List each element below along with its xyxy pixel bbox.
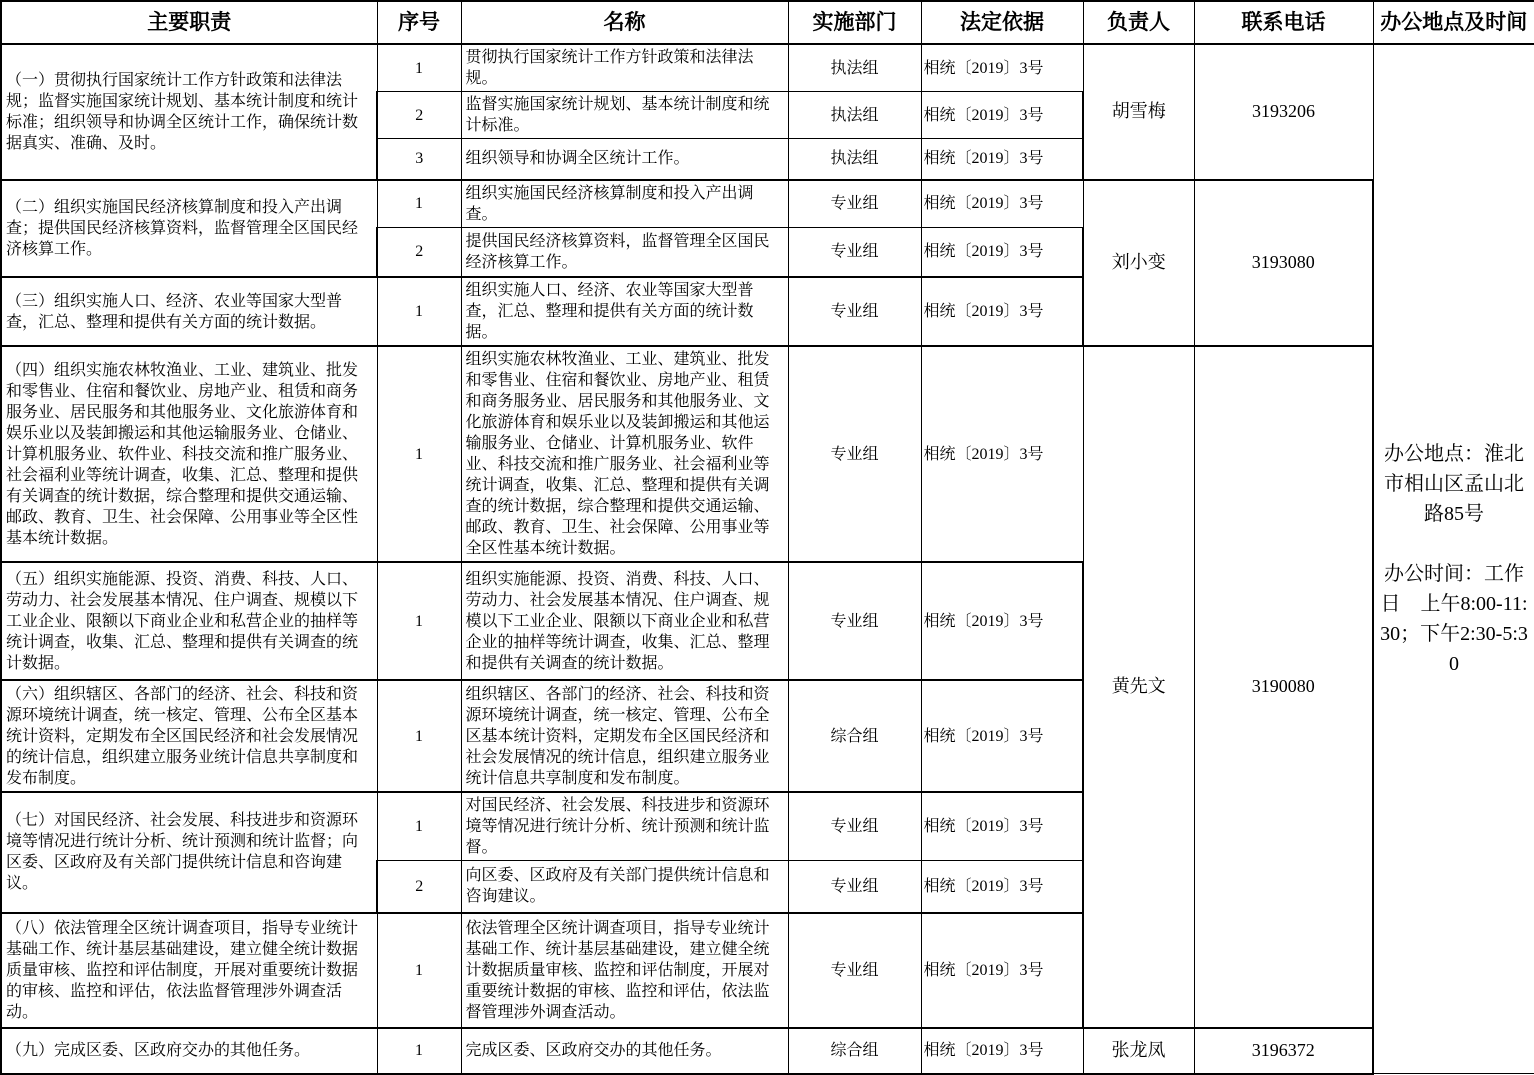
dept-cell: 综合组 (788, 1028, 921, 1074)
col-header-office: 办公地点及时间 (1373, 1, 1534, 44)
dept-cell: 专业组 (788, 792, 921, 861)
basis-cell: 相统〔2019〕3号 (921, 139, 1083, 180)
col-header-duty: 主要职责 (1, 1, 377, 44)
task-name-cell: 依法管理全区统计调查项目，指导专业统计基础工作、统计基层基础建设，建立健全统计数据质量审核、监控和评估制度，开展对重要统计数据的审核、监控和评估，依法监督管理涉外调查活动。 (461, 913, 788, 1028)
duty-cell: （八）依法管理全区统计调查项目，指导专业统计基础工作、统计基层基础建设，建立健全统计数据质量审核、监控和评估制度，开展对重要统计数据的审核、监控和评估，依法监督管理涉外调查活动。 (1, 913, 377, 1028)
seq-cell: 1 (377, 277, 461, 346)
person-cell: 刘小变 (1083, 180, 1194, 347)
basis-cell: 相统〔2019〕3号 (921, 913, 1083, 1028)
duty-cell: （一）贯彻执行国家统计工作方针政策和法律法规；监督实施国家统计规划、基本统计制度和统计标准；组织领导和协调全区统计工作，确保统计数据真实、准确、及时。 (1, 44, 377, 180)
col-header-person: 负责人 (1083, 1, 1194, 44)
seq-cell: 1 (377, 180, 461, 228)
office-hours: 办公时间：工作日 上午8:00-11:30；下午2:30-5:30 (1380, 563, 1528, 675)
duty-cell: （九）完成区委、区政府交办的其他任务。 (1, 1028, 377, 1074)
col-header-phone: 联系电话 (1194, 1, 1373, 44)
phone-cell: 3190080 (1194, 346, 1373, 1028)
task-name-cell: 组织实施农林牧渔业、工业、建筑业、批发和零售业、住宿和餐饮业、房地产业、租赁和商务服务业、居民服务和其他服务业、文化旅游体育和娱乐业以及装卸搬运和其他运输服务业、仓储业、计算机服务业、软件业、科技交流和推广服务业、社会福利业等统计调查，收集、汇总、整理和提供有关调查的统计数据，综合整理和提供交通运输、邮政、教育、卫生、社会保障、公用事业等全区性基本统计数据。 (461, 346, 788, 562)
basis-cell: 相统〔2019〕3号 (921, 792, 1083, 861)
seq-cell: 3 (377, 139, 461, 180)
dept-cell: 执法组 (788, 44, 921, 92)
seq-cell: 1 (377, 913, 461, 1028)
dept-cell: 专业组 (788, 913, 921, 1028)
dept-cell: 执法组 (788, 139, 921, 180)
person-cell: 胡雪梅 (1083, 44, 1194, 180)
duty-cell: （二）组织实施国民经济核算制度和投入产出调查；提供国民经济核算资料，监督管理全区国民经济核算工作。 (1, 180, 377, 278)
dept-cell: 专业组 (788, 180, 921, 228)
task-name-cell: 组织实施能源、投资、消费、科技、人口、劳动力、社会发展基本情况、住户调查、规模以下工业企业、限额以下商业企业和私营企业的抽样等统计调查，收集、汇总、整理和提供有关调查的统计数据。 (461, 562, 788, 680)
task-name-cell: 组织辖区、各部门的经济、社会、科技和资源环境统计调查，统一核定、管理、公布全区基本统计资料，定期发布全区国民经济和社会发展情况的统计信息，组织建立服务业统计信息共享制度和发布制度。 (461, 680, 788, 792)
phone-cell: 3196372 (1194, 1028, 1373, 1074)
basis-cell: 相统〔2019〕3号 (921, 1028, 1083, 1074)
basis-cell: 相统〔2019〕3号 (921, 92, 1083, 139)
duty-cell: （七）对国民经济、社会发展、科技进步和资源环境等情况进行统计分析、统计预测和统计监督；向区委、区政府及有关部门提供统计信息和咨询建议。 (1, 792, 377, 913)
dept-cell: 专业组 (788, 227, 921, 277)
office-cell (1373, 44, 1534, 1074)
seq-cell: 1 (377, 44, 461, 92)
seq-cell: 1 (377, 562, 461, 680)
table-row (1, 346, 1534, 562)
basis-cell: 相统〔2019〕3号 (921, 346, 1083, 562)
col-header-name: 名称 (461, 1, 788, 44)
task-name-cell: 组织实施国民经济核算制度和投入产出调查。 (461, 180, 788, 228)
col-header-dept: 实施部门 (788, 1, 921, 44)
task-name-cell: 监督实施国家统计规划、基本统计制度和统计标准。 (461, 92, 788, 139)
phone-cell: 3193206 (1194, 44, 1373, 180)
seq-cell: 1 (377, 680, 461, 792)
seq-cell: 2 (377, 227, 461, 277)
task-name-cell: 对国民经济、社会发展、科技进步和资源环境等情况进行统计分析、统计预测和统计监督。 (461, 792, 788, 861)
seq-cell: 2 (377, 92, 461, 139)
task-name-cell: 完成区委、区政府交办的其他任务。 (461, 1028, 788, 1074)
person-cell: 黄先文 (1083, 346, 1194, 1028)
seq-cell: 1 (377, 346, 461, 562)
task-name-cell: 提供国民经济核算资料，监督管理全区国民经济核算工作。 (461, 227, 788, 277)
seq-cell: 2 (377, 861, 461, 913)
office-gap (1380, 529, 1528, 559)
duty-cell: （三）组织实施人口、经济、农业等国家大型普查，汇总、整理和提供有关方面的统计数据。 (1, 277, 377, 346)
dept-cell: 专业组 (788, 346, 921, 562)
table-row (1, 1028, 1534, 1074)
office-location: 办公地点：淮北市相山区孟山北路85号 (1384, 443, 1524, 525)
phone-cell: 3193080 (1194, 180, 1373, 347)
task-name-cell: 向区委、区政府及有关部门提供统计信息和咨询建议。 (461, 861, 788, 913)
basis-cell: 相统〔2019〕3号 (921, 562, 1083, 680)
col-header-basis: 法定依据 (921, 1, 1083, 44)
basis-cell: 相统〔2019〕3号 (921, 44, 1083, 92)
basis-cell: 相统〔2019〕3号 (921, 861, 1083, 913)
duty-cell: （六）组织辖区、各部门的经济、社会、科技和资源环境统计调查，统一核定、管理、公布全区基本统计资料，定期发布全区国民经济和社会发展情况的统计信息，组织建立服务业统计信息共享制度和发布制度。 (1, 680, 377, 792)
duty-cell: （四）组织实施农林牧渔业、工业、建筑业、批发和零售业、住宿和餐饮业、房地产业、租赁和商务服务业、居民服务和其他服务业、文化旅游体育和娱乐业以及装卸搬运和其他运输服务业、仓储业、计算机服务业、软件业、科技交流和推广服务业、社会福利业等统计调查，收集、汇总、整理和提供有关调查的统计数据，综合整理和提供交通运输、邮政、教育、卫生、社会保障、公用事业等全区性基本统计数据。 (1, 346, 377, 562)
col-header-no: 序号 (377, 1, 461, 44)
task-name-cell: 贯彻执行国家统计工作方针政策和法律法规。 (461, 44, 788, 92)
dept-cell: 综合组 (788, 680, 921, 792)
duty-cell: （五）组织实施能源、投资、消费、科技、人口、劳动力、社会发展基本情况、住户调查、规模以下工业企业、限额以下商业企业和私营企业的抽样等统计调查，收集、汇总、整理和提供有关调查的统计数据。 (1, 562, 377, 680)
header-row (1, 1, 1534, 44)
seq-cell: 1 (377, 1028, 461, 1074)
table-row (1, 180, 1534, 228)
basis-cell: 相统〔2019〕3号 (921, 180, 1083, 228)
table-row (1, 44, 1534, 92)
basis-cell: 相统〔2019〕3号 (921, 277, 1083, 346)
seq-cell: 1 (377, 792, 461, 861)
dept-cell: 执法组 (788, 92, 921, 139)
task-name-cell: 组织领导和协调全区统计工作。 (461, 139, 788, 180)
task-name-cell: 组织实施人口、经济、农业等国家大型普查，汇总、整理和提供有关方面的统计数据。 (461, 277, 788, 346)
dept-cell: 专业组 (788, 277, 921, 346)
basis-cell: 相统〔2019〕3号 (921, 227, 1083, 277)
person-cell: 张龙凤 (1083, 1028, 1194, 1074)
dept-cell: 专业组 (788, 562, 921, 680)
basis-cell: 相统〔2019〕3号 (921, 680, 1083, 792)
dept-cell: 专业组 (788, 861, 921, 913)
